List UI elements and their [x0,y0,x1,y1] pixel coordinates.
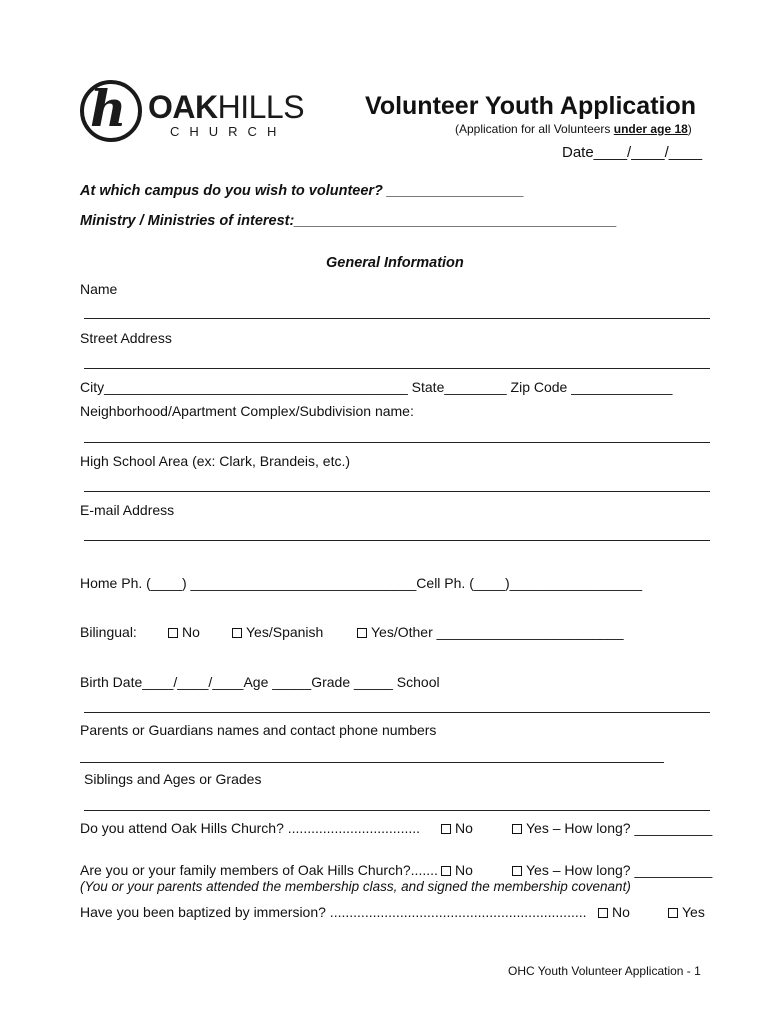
name-line[interactable] [84,318,710,319]
ministry-question[interactable]: Ministry / Ministries of interest:________________________________________ [80,213,617,229]
checkbox-icon[interactable] [668,908,678,918]
campus-question[interactable]: At which campus do you wish to volunteer? _________________ [80,183,525,199]
bilingual-other-option[interactable]: Yes/Other ________________________ [357,624,624,640]
logo-subtitle: CHURCH [170,124,287,139]
birth-age-grade-school-line[interactable]: Birth Date____/____/____Age _____Grade _____ School [80,674,440,690]
school-line[interactable] [84,712,710,713]
checkbox-icon[interactable] [512,824,522,834]
logo-letter: h [90,79,127,138]
baptized-yes-option[interactable]: Yes [668,904,705,920]
member-question: Are you or your family members of Oak Hills Church?....... [80,862,438,878]
street-label: Street Address [80,330,172,346]
email-line[interactable] [84,540,710,541]
street-line[interactable] [84,368,710,369]
page-title: Volunteer Youth Application [365,92,697,120]
siblings-label: Siblings and Ages or Grades [84,771,262,787]
high-school-label: High School Area (ex: Clark, Brandeis, etc.) [80,453,351,469]
page-subtitle: (Application for all Volunteers under age 18) [455,122,692,136]
date-field[interactable]: Date____/____/____ [562,144,703,161]
high-school-line[interactable] [84,491,710,492]
baptized-question: Have you been baptized by immersion? .................................................................. [80,904,587,920]
checkbox-icon[interactable] [512,866,522,876]
siblings-line[interactable] [84,810,710,811]
bilingual-spanish-option[interactable]: Yes/Spanish [232,624,323,640]
checkbox-icon[interactable] [441,824,451,834]
phone-line[interactable]: Home Ph. (____) _____________________________Cell Ph. (____)_________________ [80,575,643,591]
member-no-option[interactable]: No [441,862,473,878]
checkbox-icon[interactable] [168,628,178,638]
membership-note: (You or your parents attended the membership class, and signed the membership covenant) [80,879,631,894]
bilingual-no-option[interactable]: No [168,624,200,640]
parents-label: Parents or Guardians names and contact phone numbers [80,722,437,738]
oak-hills-logo [80,79,305,146]
attend-no-option[interactable]: No [441,820,473,836]
member-yes-option[interactable]: Yes – How long? __________ [512,862,712,878]
neighborhood-label: Neighborhood/Apartment Complex/Subdivision name: [80,403,414,419]
email-label: E-mail Address [80,502,175,518]
checkbox-icon[interactable] [441,866,451,876]
checkbox-icon[interactable] [232,628,242,638]
attend-yes-option[interactable]: Yes – How long? __________ [512,820,712,836]
page-footer: OHC Youth Volunteer Application - 1 [508,964,701,978]
attend-question: Do you attend Oak Hills Church? .................................. [80,820,421,836]
name-label: Name [80,281,118,297]
checkbox-icon[interactable] [357,628,367,638]
parents-line[interactable] [80,762,664,763]
neighborhood-line[interactable] [84,442,710,443]
city-state-zip-line[interactable]: City_______________________________________ State________ Zip Code _____________ [80,379,673,395]
baptized-no-option[interactable]: No [598,904,630,920]
section-title: General Information [326,255,464,271]
checkbox-icon[interactable] [598,908,608,918]
logo-wordmark: OAKHILLS [148,89,305,125]
bilingual-label: Bilingual: [80,624,137,640]
